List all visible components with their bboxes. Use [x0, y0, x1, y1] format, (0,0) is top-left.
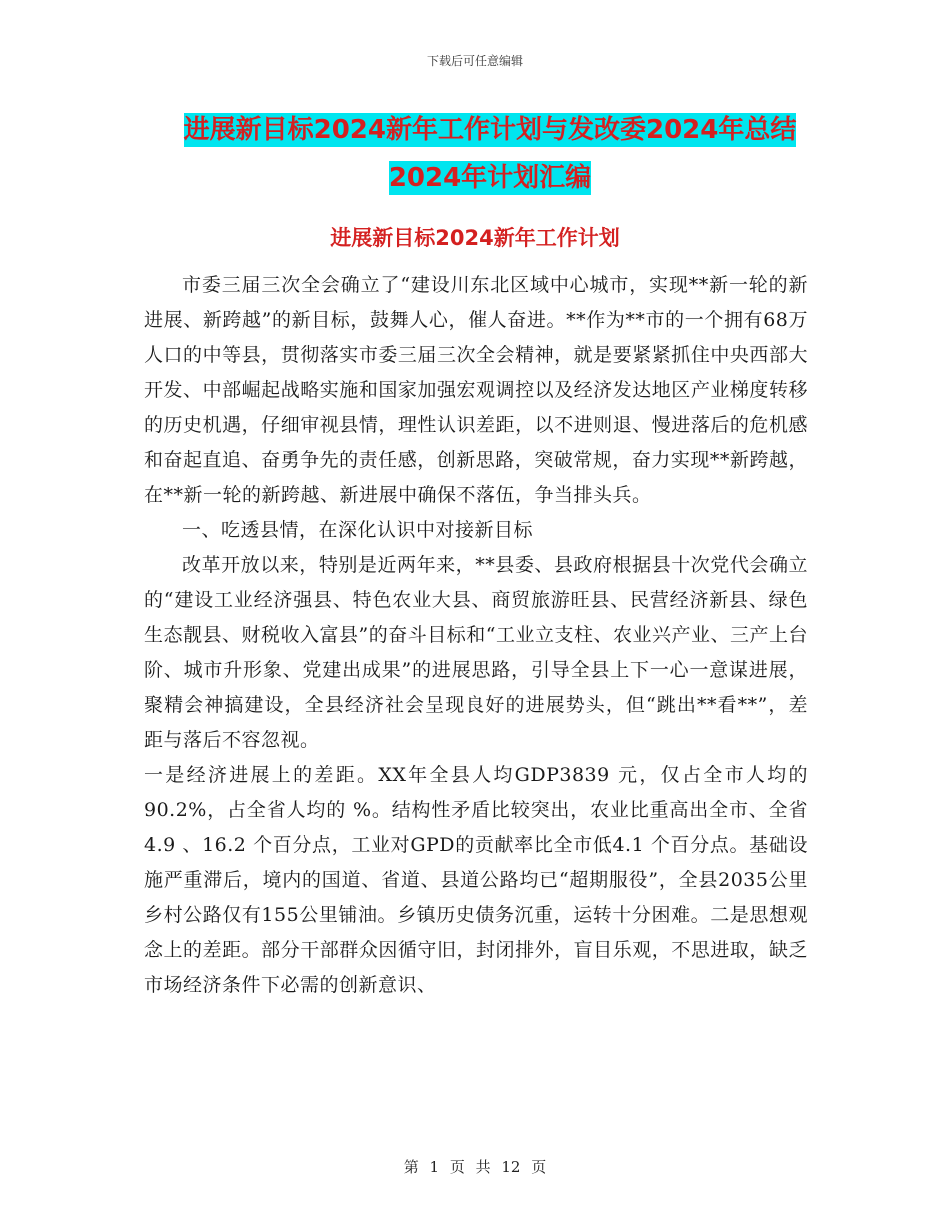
paragraph-reform: 改革开放以来，特别是近两年来，**县委、县政府根据县十次党代会确立的“建设工业经济强县、特色农业大县、商贸旅游旺县、民营经济新县、绿色生态靓县、财税收入富县”的奋斗目标和“工业立支柱、农业兴产业、三产上台阶、城市升形象、党建出成果”的进展思路，引导全县上下一心一意谋进展，聚精会神搞建设，全县经济社会呈现良好的进展势头，但“跳出**看**”，差距与落后不容忽视。 — [144, 554, 808, 751]
document-title — [110, 106, 870, 202]
paragraph-gaps: 一是经济进展上的差距。XX年全县人均GDP3839 元，仅占全市人均的90.2%，占全省人均的 %。结构性矛盾比较突出，农业比重高出全市、全省4.9 、16.2 个百分点，工业对GPD的贡献率比全市低4.1 个百分点。基础设施严重滞后，境内的国道、省道、县道公路均已“超期服役”，全县2035公里乡村公路仅有155公里铺油。乡镇历史债务沉重，运转十分困难。二是思想观念上的差距。部分干部群众因循守旧，封闭排外，盲目乐观，不思进取，缺乏市场经济条件下必需的创新意识、 — [144, 764, 808, 996]
title-line-2: 2024年计划汇编 — [388, 163, 592, 193]
paragraph-heading-1: 一、吃透县情，在深化认识中对接新目标 — [182, 519, 534, 541]
body-text — [144, 268, 808, 1003]
paragraph-intro: 市委三届三次全会确立了“建设川东北区域中心城市，实现**新一轮的新进展、新跨越”的新目标，鼓舞人心，催人奋进。**作为**市的一个拥有68万人口的中等县，贯彻落实市委三届三次全会精神，就是要紧紧抓住中央西部大开发、中部崛起战略实施和国家加强宏观调控以及经济发达地区产业梯度转移的历史机遇，仔细审视县情，理性认识差距，以不进则退、慢进落后的危机感和奋起直追、奋勇争先的责任感，创新思路，突破常规，奋力实现**新跨越，在**新一轮的新跨越、新进展中确保不落伍，争当排头兵。 — [144, 274, 808, 506]
header-note: 下载后可任意编辑 — [426, 54, 523, 68]
title-line-1: 进展新目标2024新年工作计划与发改委2024年总结 — [183, 115, 797, 145]
page-footer: 第 1 页 共 12 页 — [403, 1158, 547, 1176]
section-title: 进展新目标2024新年工作计划 — [330, 226, 620, 250]
